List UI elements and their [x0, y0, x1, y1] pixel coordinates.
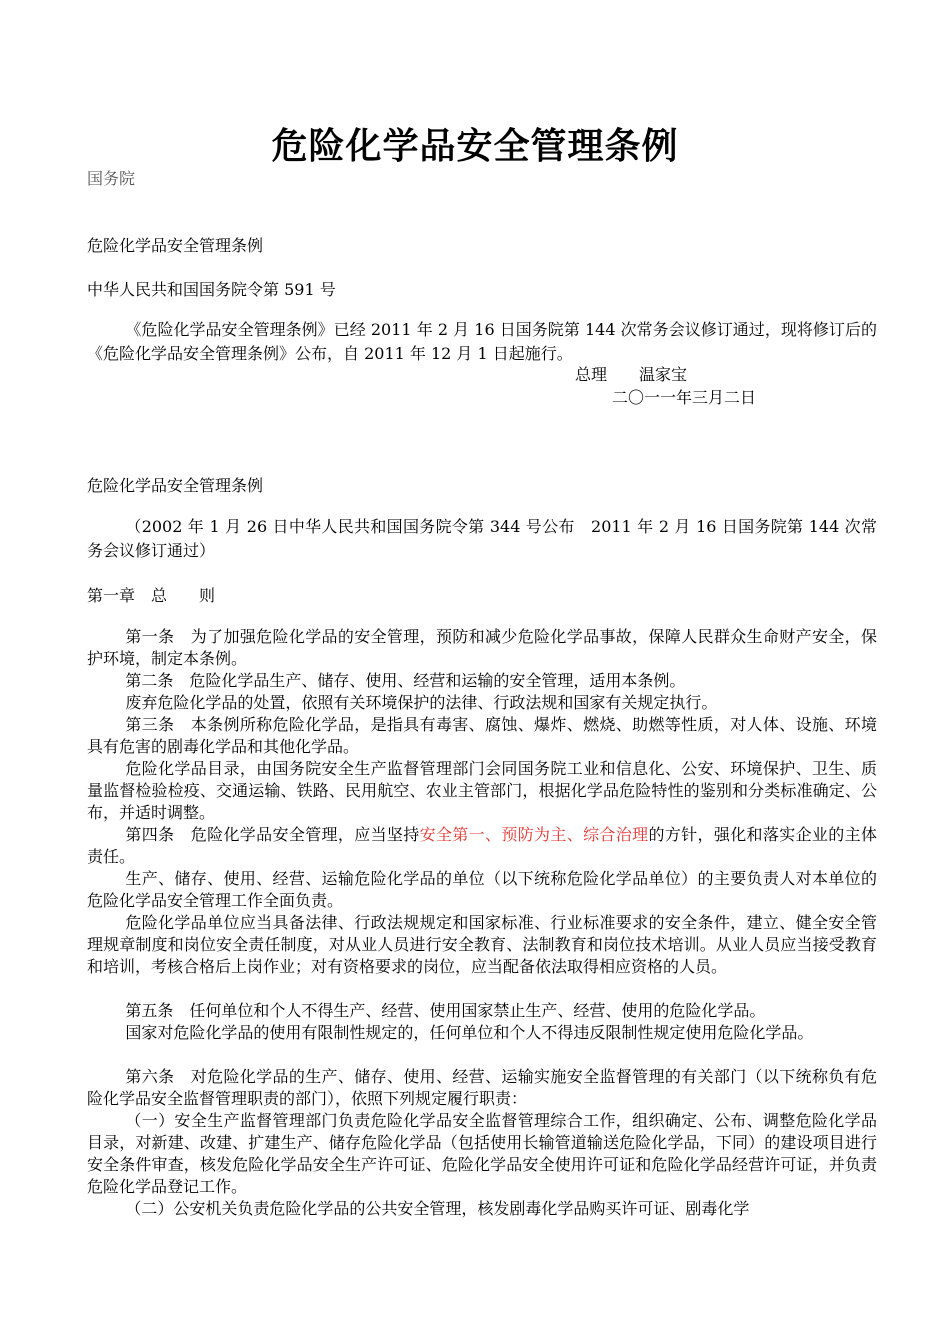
- article-5-para-2: 国家对危险化学品的使用有限制性规定的，任何单位和个人不得违反限制性规定使用危险化学品。: [125, 1023, 814, 1042]
- article-6-item-2: （二）公安机关负责危险化学品的公共安全管理，核发剧毒化学品购买许可证、剧毒化学: [125, 1199, 750, 1218]
- article-6-item-1: （一）安全生产监督管理部门负责危险化学品安全监督管理综合工作，组织确定、公布、调整危险化学品目录，对新建、改建、扩建生产、储存危险化学品（包括使用长输管道输送危险化学品，下同）的建设项目进行安全条件审查，核发危险化学品安全生产许可证、危险化学品安全使用许可证和危险化学品经营许可证，并负责危险化学品登记工作。: [87, 1111, 877, 1196]
- regulation-heading: 危险化学品安全管理条例: [87, 236, 264, 255]
- promulgation-paragraph: 《危险化学品安全管理条例》已经 2011 年 2 月 16 日国务院第 144 次常务会议修订通过，现将修订后的《危险化学品安全管理条例》公布，自 2011 年 12 月 1 日起施行。: [87, 320, 877, 363]
- article-2: 第二条 危险化学品生产、储存、使用、经营和运输的安全管理，适用本条例。: [125, 671, 686, 690]
- article-4-para-2: 生产、储存、使用、经营、运输危险化学品的单位（以下统称危险化学品单位）的主要负责人对本单位的危险化学品安全管理工作全面负责。: [87, 869, 877, 910]
- article-4-lead: 第四条 危险化学品安全管理，应当坚持: [125, 825, 420, 844]
- article-6: 第六条 对危险化学品的生产、储存、使用、经营、运输实施安全监督管理的有关部门（以下统称负有危险化学品安全监督管理职责的部门），依照下列规定履行职责：: [87, 1067, 877, 1108]
- revision-history: （2002 年 1 月 26 日中华人民共和国国务院令第 344 号公布 2011 年 2 月 16 日国务院第 144 次常务会议修订通过）: [87, 517, 877, 560]
- document-author: 国务院: [87, 169, 136, 188]
- article-3-para-2: 危险化学品目录，由国务院安全生产监督管理部门会同国务院工业和信息化、公安、环境保护、卫生、质量监督检验检疫、交通运输、铁路、民用航空、农业主管部门，根据化学品危险特性的鉴别和分类标准确定、公布，并适时调整。: [87, 759, 877, 822]
- article-4-para-3: 危险化学品单位应当具备法律、行政法规规定和国家标准、行业标准要求的安全条件，建立、健全安全管理规章制度和岗位安全责任制度，对从业人员进行安全教育、法制教育和岗位技术培训。从业人员应当接受教育和培训，考核合格后上岗作业；对有资格要求的岗位，应当配备依法取得相应资格的人员。: [87, 913, 877, 976]
- article-2-para-2: 废弃危险化学品的处置，依照有关环境保护的法律、行政法规和国家有关规定执行。: [125, 693, 718, 712]
- decree-number: 中华人民共和国国务院令第 591 号: [87, 280, 336, 299]
- signature-date: 二〇一一年三月二日: [612, 388, 757, 407]
- regulation-heading-2: 危险化学品安全管理条例: [87, 476, 264, 495]
- chapter-heading: 第一章 总 则: [87, 586, 216, 605]
- article-4: [87, 824, 877, 868]
- safety-principle-highlight: 安全第一、预防为主、综合治理: [419, 825, 649, 844]
- article-4-tail: 的方针，强化和落实企业的主体责任。: [87, 825, 877, 866]
- article-1: 第一条 为了加强危险化学品的安全管理，预防和减少危险化学品事故，保障人民群众生命财产安全，保护环境，制定本条例。: [87, 627, 877, 668]
- article-3: 第三条 本条例所称危险化学品，是指具有毒害、腐蚀、爆炸、燃烧、助燃等性质，对人体、设施、环境具有危害的剧毒化学品和其他化学品。: [87, 715, 877, 756]
- document-title: 危险化学品安全管理条例: [271, 126, 679, 167]
- article-5: 第五条 任何单位和个人不得生产、经营、使用国家禁止生产、经营、使用的危险化学品。: [125, 1001, 766, 1020]
- signature-name: 总理 温家宝: [575, 365, 688, 384]
